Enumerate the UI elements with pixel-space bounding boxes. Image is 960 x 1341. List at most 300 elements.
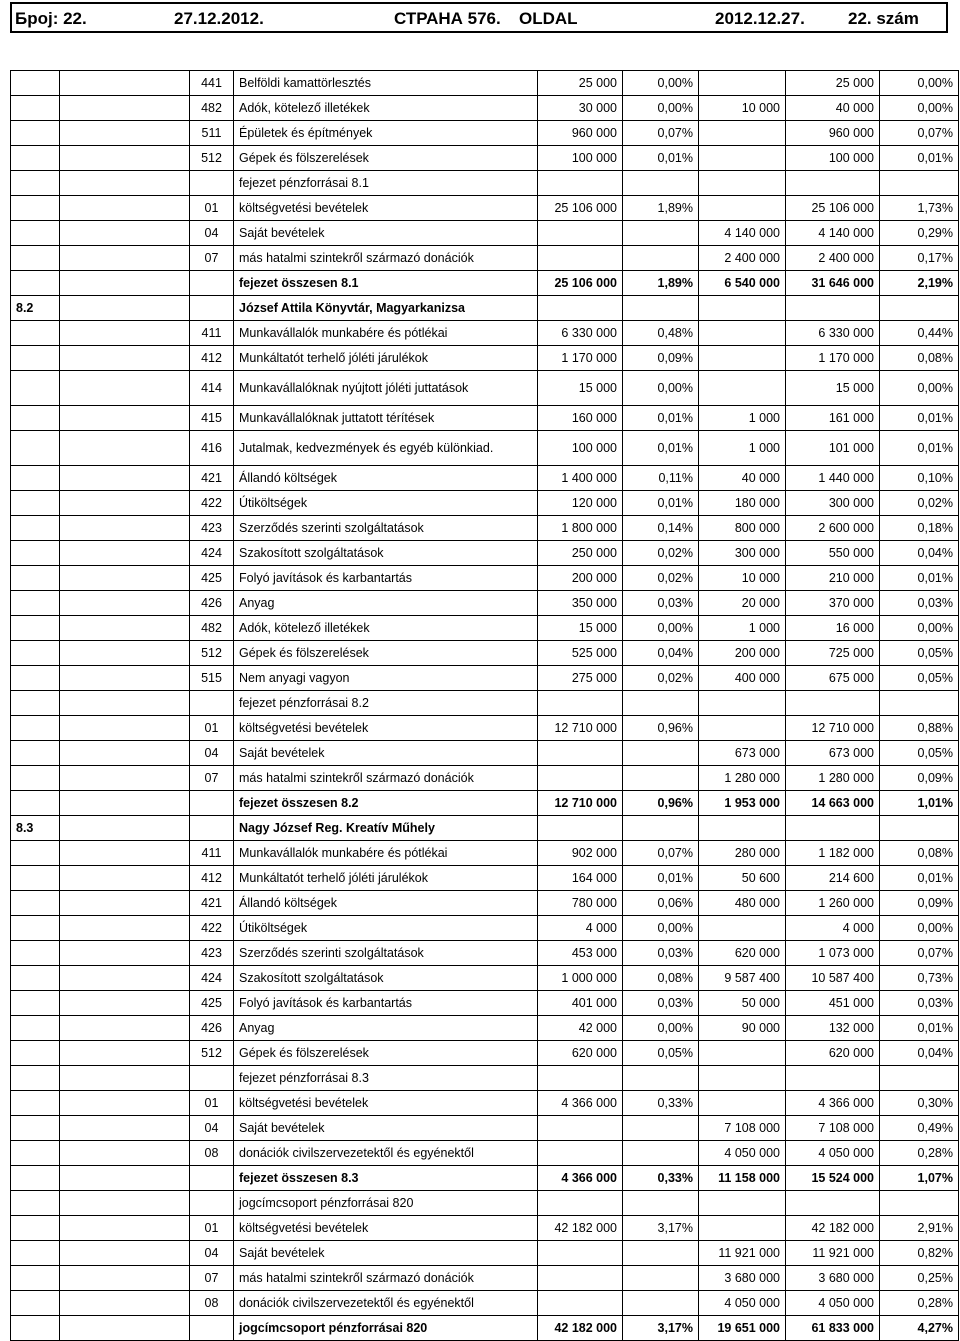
account-code: 512 (190, 146, 234, 171)
percent-total: 0,01% (880, 866, 959, 891)
percent-budget: 0,01% (623, 491, 699, 516)
section-number (11, 1241, 60, 1266)
description: Állandó költségek (234, 891, 538, 916)
spacer-cell (60, 1091, 190, 1116)
amount-other: 4 050 000 (699, 1141, 786, 1166)
percent-budget: 0,48% (623, 321, 699, 346)
amount-other (699, 296, 786, 321)
spacer-cell (60, 1041, 190, 1066)
percent-total: 0,09% (880, 891, 959, 916)
percent-budget: 0,33% (623, 1166, 699, 1191)
amount-total: 1 170 000 (786, 346, 880, 371)
description: Gépek és fölszerelések (234, 1041, 538, 1066)
spacer-cell (60, 841, 190, 866)
percent-total: 0,29% (880, 221, 959, 246)
table-row (11, 346, 959, 371)
description: Állandó költségek (234, 466, 538, 491)
account-code: 412 (190, 866, 234, 891)
amount-budget: 250 000 (538, 541, 623, 566)
amount-other: 4 050 000 (699, 1291, 786, 1316)
issue-date-hu: 2012.12.27. (715, 9, 805, 28)
amount-budget: 780 000 (538, 891, 623, 916)
description: Saját bevételek (234, 1116, 538, 1141)
account-code: 423 (190, 941, 234, 966)
amount-other (699, 71, 786, 96)
amount-budget (538, 766, 623, 791)
percent-budget (623, 1291, 699, 1316)
spacer-cell (60, 1241, 190, 1266)
table-row (11, 1116, 959, 1141)
spacer-cell (60, 791, 190, 816)
percent-budget: 3,17% (623, 1216, 699, 1241)
account-code: 425 (190, 991, 234, 1016)
percent-budget: 0,02% (623, 541, 699, 566)
percent-budget: 0,00% (623, 371, 699, 406)
description: Jutalmak, kedvezmények és egyéb különkiad. (234, 431, 538, 466)
amount-total: 4 140 000 (786, 221, 880, 246)
percent-budget (623, 1141, 699, 1166)
section-number (11, 716, 60, 741)
percent-total: 1,07% (880, 1166, 959, 1191)
spacer-cell (60, 716, 190, 741)
spacer-cell (60, 1141, 190, 1166)
spacer-cell (60, 566, 190, 591)
description: költségvetési bevételek (234, 1216, 538, 1241)
amount-budget (538, 1066, 623, 1091)
amount-budget (538, 1266, 623, 1291)
page-label-hu: OLDAL (519, 9, 578, 28)
amount-other (699, 121, 786, 146)
spacer-cell (60, 271, 190, 296)
amount-budget: 15 000 (538, 616, 623, 641)
issue-number-hu: 22. szám (848, 9, 919, 28)
percent-budget: 0,02% (623, 566, 699, 591)
section-number (11, 1116, 60, 1141)
amount-budget: 25 000 (538, 71, 623, 96)
percent-total: 2,91% (880, 1216, 959, 1241)
amount-budget: 401 000 (538, 991, 623, 1016)
amount-budget (538, 1141, 623, 1166)
amount-budget (538, 246, 623, 271)
account-code: 08 (190, 1291, 234, 1316)
amount-total: 40 000 (786, 96, 880, 121)
amount-total: 7 108 000 (786, 1116, 880, 1141)
amount-other: 10 000 (699, 96, 786, 121)
table-row (11, 1291, 959, 1316)
account-code: 04 (190, 1116, 234, 1141)
amount-total: 25 106 000 (786, 196, 880, 221)
spacer-cell (60, 321, 190, 346)
description: Munkavállalók munkabére és pótlékai (234, 841, 538, 866)
percent-total: 0,01% (880, 146, 959, 171)
percent-total: 1,73% (880, 196, 959, 221)
percent-total (880, 171, 959, 196)
spacer-cell (60, 1116, 190, 1141)
description: fejezet pénzforrásai 8.2 (234, 691, 538, 716)
spacer-cell (60, 1216, 190, 1241)
percent-total: 4,27% (880, 1316, 959, 1341)
percent-budget (623, 1066, 699, 1091)
percent-total: 0,01% (880, 1016, 959, 1041)
percent-total: 0,00% (880, 371, 959, 406)
account-code: 422 (190, 916, 234, 941)
amount-total: 214 600 (786, 866, 880, 891)
spacer-cell (60, 866, 190, 891)
description: Munkavállalóknak juttatott térítések (234, 406, 538, 431)
amount-other: 40 000 (699, 466, 786, 491)
spacer-cell (60, 1016, 190, 1041)
percent-budget: 1,89% (623, 271, 699, 296)
description: Munkavállalóknak nyújtott jóléti juttatások (234, 371, 538, 406)
amount-other (699, 1191, 786, 1216)
amount-other (699, 691, 786, 716)
description: Saját bevételek (234, 1241, 538, 1266)
amount-budget (538, 741, 623, 766)
section-number (11, 1041, 60, 1066)
percent-budget (623, 296, 699, 321)
section-number (11, 146, 60, 171)
spacer-cell (60, 96, 190, 121)
table-row (11, 221, 959, 246)
description: más hatalmi szintekről származó donációk (234, 1266, 538, 1291)
table-row (11, 1266, 959, 1291)
account-code (190, 1191, 234, 1216)
spacer-cell (60, 666, 190, 691)
description: Belföldi kamattörlesztés (234, 71, 538, 96)
table-row (11, 431, 959, 466)
percent-total: 0,01% (880, 431, 959, 466)
amount-total: 4 000 (786, 916, 880, 941)
account-code (190, 171, 234, 196)
amount-budget: 453 000 (538, 941, 623, 966)
account-code: 426 (190, 591, 234, 616)
amount-total (786, 691, 880, 716)
amount-total: 10 587 400 (786, 966, 880, 991)
percent-budget: 0,02% (623, 666, 699, 691)
account-code (190, 1316, 234, 1341)
percent-budget (623, 171, 699, 196)
section-number (11, 891, 60, 916)
account-code: 424 (190, 541, 234, 566)
table-row (11, 516, 959, 541)
amount-budget: 100 000 (538, 146, 623, 171)
account-code: 482 (190, 616, 234, 641)
percent-total: 0,04% (880, 1041, 959, 1066)
section-number (11, 71, 60, 96)
table-row (11, 991, 959, 1016)
amount-total: 3 680 000 (786, 1266, 880, 1291)
table-row (11, 541, 959, 566)
account-code (190, 691, 234, 716)
amount-total: 161 000 (786, 406, 880, 431)
table-row (11, 791, 959, 816)
percent-budget (623, 741, 699, 766)
amount-other (699, 916, 786, 941)
section-number (11, 246, 60, 271)
amount-budget (538, 1191, 623, 1216)
amount-budget: 4 000 (538, 916, 623, 941)
description: Munkavállalók munkabére és pótlékai (234, 321, 538, 346)
amount-budget: 42 182 000 (538, 1316, 623, 1341)
spacer-cell (60, 541, 190, 566)
amount-total: 620 000 (786, 1041, 880, 1066)
spacer-cell (60, 1316, 190, 1341)
percent-budget (623, 221, 699, 246)
account-code: 411 (190, 321, 234, 346)
amount-total (786, 1191, 880, 1216)
amount-other: 1 000 (699, 431, 786, 466)
table-row (11, 1091, 959, 1116)
percent-budget: 0,00% (623, 96, 699, 121)
description: Adók, kötelező illetékek (234, 96, 538, 121)
amount-budget: 100 000 (538, 431, 623, 466)
table-row (11, 1016, 959, 1041)
section-number (11, 1316, 60, 1341)
percent-total: 0,28% (880, 1141, 959, 1166)
amount-budget: 42 000 (538, 1016, 623, 1041)
amount-budget: 200 000 (538, 566, 623, 591)
amount-total: 132 000 (786, 1016, 880, 1041)
description: Munkáltatót terhelő jóléti járulékok (234, 346, 538, 371)
spacer-cell (60, 916, 190, 941)
percent-budget (623, 1266, 699, 1291)
account-code: 421 (190, 466, 234, 491)
budget-table (10, 70, 959, 1341)
amount-budget: 1 400 000 (538, 466, 623, 491)
amount-total: 101 000 (786, 431, 880, 466)
description: Szakosított szolgáltatások (234, 966, 538, 991)
percent-budget (623, 1116, 699, 1141)
amount-other: 200 000 (699, 641, 786, 666)
account-code: 482 (190, 96, 234, 121)
spacer-cell (60, 171, 190, 196)
percent-budget: 0,03% (623, 991, 699, 1016)
percent-total: 0,05% (880, 641, 959, 666)
amount-budget: 1 000 000 (538, 966, 623, 991)
amount-other: 6 540 000 (699, 271, 786, 296)
account-code: 422 (190, 491, 234, 516)
table-row (11, 816, 959, 841)
spacer-cell (60, 816, 190, 841)
page-header (10, 2, 948, 33)
spacer-cell (60, 591, 190, 616)
section-number (11, 371, 60, 406)
amount-budget (538, 171, 623, 196)
account-code (190, 1166, 234, 1191)
section-number (11, 431, 60, 466)
percent-budget: 0,03% (623, 591, 699, 616)
spacer-cell (60, 121, 190, 146)
table-row (11, 1316, 959, 1341)
description: Anyag (234, 1016, 538, 1041)
percent-total: 0,01% (880, 566, 959, 591)
percent-total: 0,44% (880, 321, 959, 346)
section-number (11, 466, 60, 491)
percent-total: 0,25% (880, 1266, 959, 1291)
percent-total (880, 1191, 959, 1216)
description: jogcímcsoport pénzforrásai 820 (234, 1191, 538, 1216)
amount-total: 15 524 000 (786, 1166, 880, 1191)
spacer-cell (60, 146, 190, 171)
percent-total: 0,04% (880, 541, 959, 566)
amount-budget: 15 000 (538, 371, 623, 406)
spacer-cell (60, 1166, 190, 1191)
description: donációk civilszervezetektől és egyénektől (234, 1291, 538, 1316)
section-number (11, 541, 60, 566)
spacer-cell (60, 1066, 190, 1091)
table-row (11, 1041, 959, 1066)
section-number (11, 96, 60, 121)
account-code: 01 (190, 196, 234, 221)
spacer-cell (60, 346, 190, 371)
amount-other (699, 171, 786, 196)
table-row (11, 1191, 959, 1216)
section-number (11, 691, 60, 716)
amount-budget: 4 366 000 (538, 1166, 623, 1191)
table-row (11, 966, 959, 991)
spacer-cell (60, 406, 190, 431)
amount-total: 960 000 (786, 121, 880, 146)
table-row (11, 891, 959, 916)
section-number (11, 916, 60, 941)
percent-budget: 0,00% (623, 916, 699, 941)
account-code: 01 (190, 716, 234, 741)
description: Adók, kötelező illetékek (234, 616, 538, 641)
account-code: 07 (190, 246, 234, 271)
percent-total (880, 296, 959, 321)
account-code: 01 (190, 1216, 234, 1241)
amount-other (699, 321, 786, 346)
section-number (11, 1016, 60, 1041)
section-number (11, 941, 60, 966)
table-row (11, 466, 959, 491)
table-row (11, 741, 959, 766)
description: költségvetési bevételek (234, 1091, 538, 1116)
section-number (11, 866, 60, 891)
description: Saját bevételek (234, 741, 538, 766)
account-code: 423 (190, 516, 234, 541)
amount-total: 4 366 000 (786, 1091, 880, 1116)
percent-budget (623, 691, 699, 716)
percent-total: 0,10% (880, 466, 959, 491)
amount-total: 1 073 000 (786, 941, 880, 966)
percent-budget: 0,00% (623, 616, 699, 641)
amount-total: 673 000 (786, 741, 880, 766)
spacer-cell (60, 196, 190, 221)
amount-total: 300 000 (786, 491, 880, 516)
spacer-cell (60, 766, 190, 791)
amount-budget: 275 000 (538, 666, 623, 691)
spacer-cell (60, 616, 190, 641)
amount-budget: 4 366 000 (538, 1091, 623, 1116)
section-number (11, 616, 60, 641)
spacer-cell (60, 516, 190, 541)
table-row (11, 271, 959, 296)
table-row (11, 641, 959, 666)
percent-total: 0,00% (880, 96, 959, 121)
amount-other (699, 371, 786, 406)
amount-budget: 42 182 000 (538, 1216, 623, 1241)
percent-budget: 0,11% (623, 466, 699, 491)
percent-budget: 0,00% (623, 1016, 699, 1041)
amount-budget (538, 1116, 623, 1141)
table-row (11, 1141, 959, 1166)
description: fejezet összesen 8.2 (234, 791, 538, 816)
percent-budget: 0,96% (623, 791, 699, 816)
section-number (11, 516, 60, 541)
percent-budget (623, 816, 699, 841)
amount-other (699, 1041, 786, 1066)
percent-budget (623, 1191, 699, 1216)
section-number (11, 121, 60, 146)
description: fejezet összesen 8.1 (234, 271, 538, 296)
description: fejezet pénzforrásai 8.1 (234, 171, 538, 196)
table-row (11, 296, 959, 321)
amount-other: 9 587 400 (699, 966, 786, 991)
table-row (11, 121, 959, 146)
section-number (11, 566, 60, 591)
amount-total: 100 000 (786, 146, 880, 171)
percent-total: 0,73% (880, 966, 959, 991)
amount-total: 4 050 000 (786, 1141, 880, 1166)
amount-other: 400 000 (699, 666, 786, 691)
amount-budget: 164 000 (538, 866, 623, 891)
percent-budget (623, 246, 699, 271)
amount-budget (538, 816, 623, 841)
section-number (11, 641, 60, 666)
amount-budget: 620 000 (538, 1041, 623, 1066)
percent-budget: 0,33% (623, 1091, 699, 1116)
amount-budget: 6 330 000 (538, 321, 623, 346)
spacer-cell (60, 991, 190, 1016)
amount-total: 370 000 (786, 591, 880, 616)
percent-budget: 0,14% (623, 516, 699, 541)
percent-total: 0,49% (880, 1116, 959, 1141)
amount-other (699, 146, 786, 171)
description: Nem anyagi vagyon (234, 666, 538, 691)
amount-other: 2 400 000 (699, 246, 786, 271)
section-number (11, 346, 60, 371)
description: Anyag (234, 591, 538, 616)
description: Épületek és építmények (234, 121, 538, 146)
percent-budget: 0,01% (623, 406, 699, 431)
table-row (11, 246, 959, 271)
description: Szerződés szerinti szolgáltatások (234, 941, 538, 966)
amount-total: 675 000 (786, 666, 880, 691)
account-code: 01 (190, 1091, 234, 1116)
amount-other: 800 000 (699, 516, 786, 541)
percent-total: 0,28% (880, 1291, 959, 1316)
percent-total (880, 816, 959, 841)
account-code: 07 (190, 1266, 234, 1291)
section-number (11, 1291, 60, 1316)
spacer-cell (60, 371, 190, 406)
percent-total: 0,05% (880, 666, 959, 691)
account-code: 04 (190, 741, 234, 766)
percent-total: 0,09% (880, 766, 959, 791)
percent-budget: 0,01% (623, 866, 699, 891)
description: Útiköltségek (234, 916, 538, 941)
percent-total: 0,17% (880, 246, 959, 271)
account-code (190, 296, 234, 321)
section-number (11, 666, 60, 691)
amount-total (786, 816, 880, 841)
table-row (11, 321, 959, 346)
amount-total: 725 000 (786, 641, 880, 666)
amount-other: 11 921 000 (699, 1241, 786, 1266)
amount-total: 31 646 000 (786, 271, 880, 296)
table-row (11, 941, 959, 966)
